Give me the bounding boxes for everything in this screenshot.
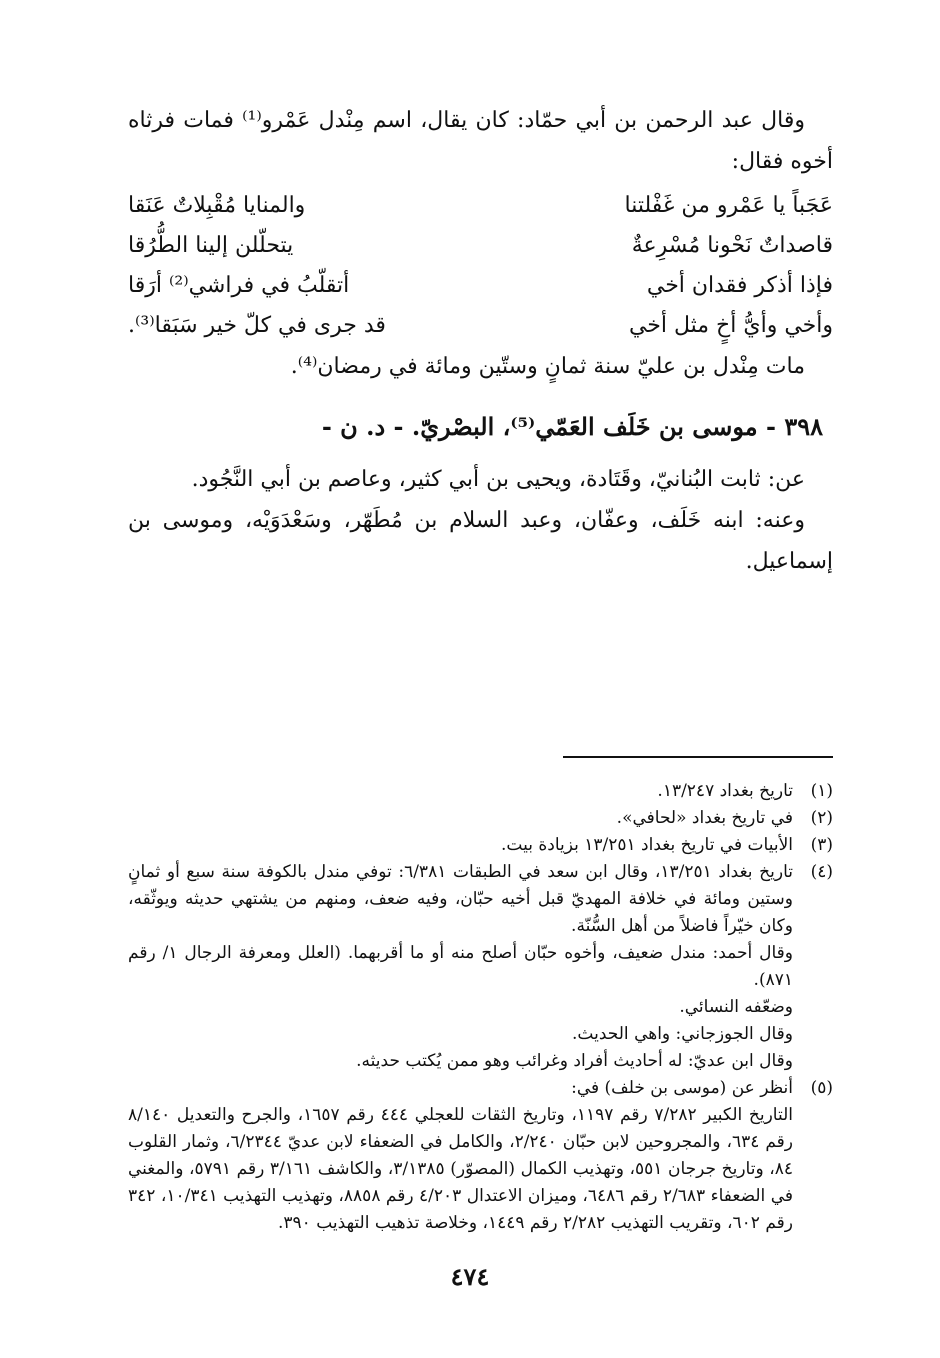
footnote-2 <box>128 805 833 832</box>
footnote-1 <box>128 778 833 805</box>
paragraph-intro: وقال عبد الرحمن بن أبي حمّاد: كان يقال، اسم مِنْدل عَمْرو⁽¹⁾ فمات فرثاه أخوه فقال: <box>128 108 833 174</box>
verse-4-second-hemistich: قد جرى في كلّ خير سَبَقا⁽³⁾. <box>128 313 386 338</box>
footnote-number: (٢) <box>810 808 833 828</box>
footnote-text: أنظر عن (موسى بن خلف) في: <box>571 1078 793 1098</box>
footnote-number: (٤) <box>810 862 833 882</box>
footnote-number: (٥) <box>810 1078 833 1098</box>
page-number: ٤٧٤ <box>450 1262 490 1291</box>
footnote-4-ibn-adi: وقال ابن عديّ: له أحاديث أفراد وغرائب وهو ممن يُكتب حديثه. <box>356 1051 793 1071</box>
verse-4 <box>128 306 833 346</box>
footnote-divider <box>563 756 833 758</box>
footnote-4-jawzajani: وقال الجوزجاني: واهي الحديث. <box>572 1024 793 1044</box>
verse-1-second-hemistich: والمنايا مُقْبِلاتٌ عَنَقا <box>128 193 306 218</box>
verse-2-first-hemistich: قاصداتٌ نَحْونا مُسْرِعةٌ <box>631 233 833 258</box>
footnote-5 <box>128 1075 833 1102</box>
footnote-number: (١) <box>810 781 833 801</box>
verse-1 <box>128 186 833 226</box>
footnotes <box>128 778 833 1237</box>
verse-3 <box>128 266 833 306</box>
footnote-number: (٣) <box>810 835 833 855</box>
paragraph-death: مات مِنْدل بن عليّ سنة ثمانٍ وستّين ومائة في رمضان⁽⁴⁾. <box>290 354 805 379</box>
verse-2 <box>128 226 833 266</box>
footnote-4-ahmad: وقال أحمد: مندل ضعيف، وأخوه حبّان أصلح منه أو ما أقربهما. (العلل ومعرفة الرجال ١/ رقم ٨٧١). <box>128 943 794 990</box>
verse-1-first-hemistich: عَجَباً يا عَمْرو من غَفْلتنا <box>624 193 833 218</box>
footnote-3 <box>128 832 833 859</box>
paragraph-teachers: عن: ثابت البُنانيّ، وقَتَادة، ويحيى بن أبي كثير، وعاصم بن أبي النَّجُود. <box>191 467 805 492</box>
entry-heading: ٣٩٨ - موسى بن خَلَف العَمّي⁽⁵⁾، البصْريّ. - د. ن - <box>321 412 823 441</box>
footnote-text: تاريخ بغداد ١٣/٢٤٧. <box>657 781 793 801</box>
verse-3-first-hemistich: فإذا أذكر فقدان أخي <box>646 273 833 298</box>
verse-2-second-hemistich: يتحلّلن إلينا الطُّرُقا <box>128 233 294 258</box>
footnote-4-nasai: وضعّفه النسائي. <box>679 997 793 1017</box>
footnote-text: الأبيات في تاريخ بغداد ١٣/٢٥١ بزيادة بيت. <box>500 835 793 855</box>
footnote-text: في تاريخ بغداد «لحافي». <box>616 808 793 828</box>
verse-3-second-hemistich: أتقلّبُ في فراشي⁽²⁾ أرَقا <box>128 273 350 298</box>
footnote-text: تاريخ بغداد ١٣/٢٥١، وقال ابن سعد في الطبقات ٦/٣٨١: توفي مندل بالكوفة سنة سبع أو ثمانٍ وستين ومائة في خلافة المهديّ قبل أخيه حبّان، وفيه ضعف، ومنهم من يشتهي حديثه ويوثّقه، وكان خيّراً فاضلاً من أهل السُّنّة. <box>128 862 793 936</box>
poem <box>128 186 833 346</box>
footnote-4 <box>128 859 833 940</box>
paragraph-students: وعنه: ابنه خَلَف، وعفّان، وعبد السلام بن مُطَهّر، وسَعْدَوَيْه، وموسى بن إسماعيل. <box>128 508 833 574</box>
verse-4-first-hemistich: وأخي وأيُّ أخٍ مثل أخي <box>628 313 833 338</box>
main-text <box>128 100 833 1233</box>
footnote-5-sources: التاريخ الكبير ٧/٢٨٢ رقم ١١٩٧، وتاريخ الثقات للعجلي ٤٤٤ رقم ١٦٥٧، والجرح والتعديل ٨/١٤٠ رقم ٦٣٤، والمجروحين لابن حبّان ٢/٢٤٠، والكامل في الضعفاء لابن عديّ ٦/٢٣٤٤، وثمار القلوب ٨٤، وتاريخ جرجان ٥٥١، وتهذيب الكمال (المصوّر) ٣/١٣٨٥، والكاشف ٣/١٦١ رقم ٥٧٩١، والمغني في الضعفاء ٢/٦٨٣ رقم ٦٤٨٦، وميزان الاعتدال ٤/٢٠٣ رقم ٨٨٥٨، وتهذيب التهذيب ١٠/٣٤١، ٣٤٢ رقم ٦٠٢، وتقريب التهذيب ٢/٢٨٢ رقم ١٤٤٩، وخلاصة تذهيب التهذيب ٣٩٠. <box>128 1105 794 1233</box>
